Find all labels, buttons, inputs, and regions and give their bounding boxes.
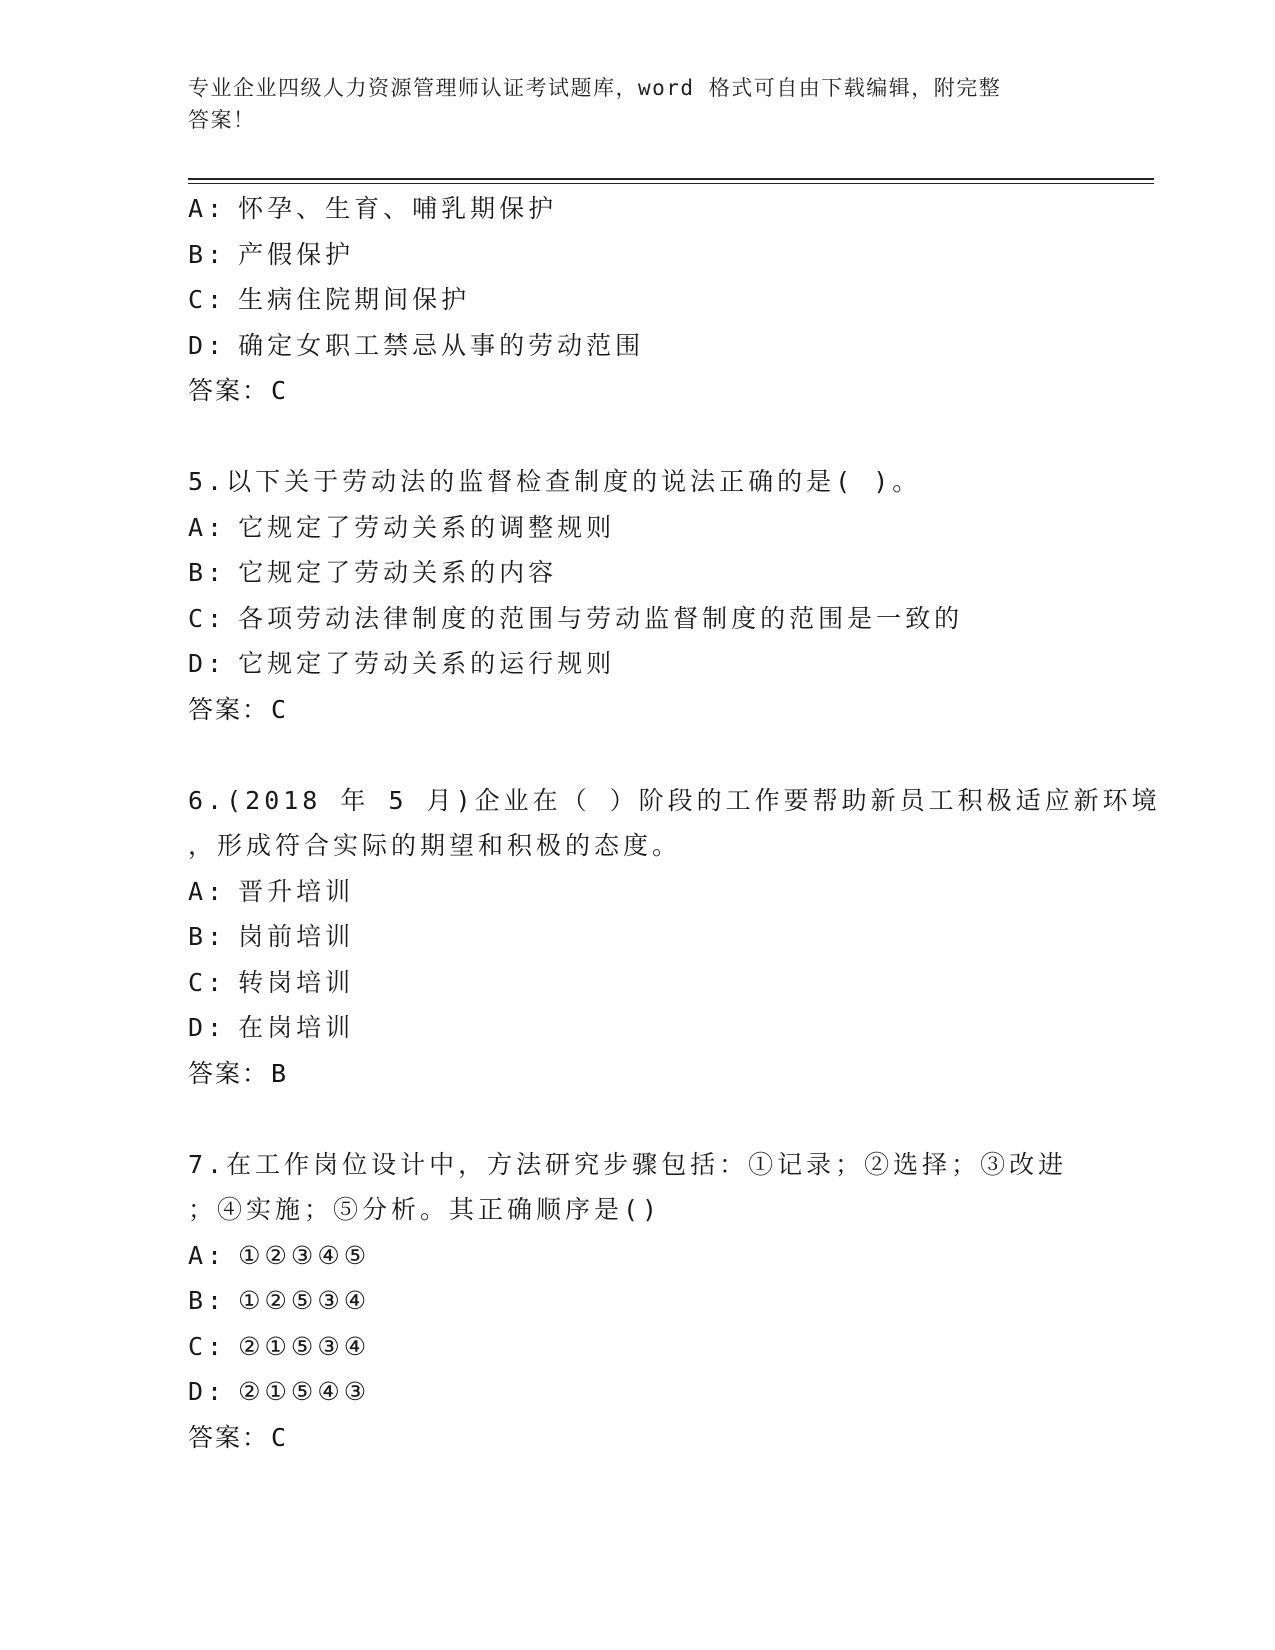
option-b: B: ①②⑤③④ (188, 1286, 371, 1315)
answer-line: 答案：B (188, 1058, 288, 1088)
option-a: A: 它规定了劳动关系的调整规则 (188, 512, 616, 542)
question-stem-line-1: 7.在工作岗位设计中，方法研究步骤包括：①记录；②选择；③改进 (188, 1149, 1068, 1179)
option-d: D: ②①⑤④③ (188, 1377, 371, 1406)
question-stem-line-2: ，形成符合实际的期望和积极的态度。 (188, 831, 682, 860)
header-rule-thin (188, 183, 1154, 184)
option-c: C: 生病住院期间保护 (188, 285, 471, 314)
header-rule-thick (188, 178, 1154, 180)
question-4-options (188, 186, 1088, 414)
answer-line: 答案：C (188, 376, 288, 405)
document-header (188, 72, 1078, 136)
question-list (188, 186, 1161, 1460)
option-b: B: 产假保护 (188, 239, 355, 269)
question-stem-line-2: ；④实施；⑤分析。其正确顺序是() (188, 1195, 662, 1224)
option-c: C: 各项劳动法律制度的范围与劳动监督制度的范围是一致的 (188, 603, 964, 633)
question-5 (188, 459, 1088, 732)
option-a: A: 晋升培训 (188, 876, 355, 906)
question-6 (188, 778, 1161, 1097)
option-d: D: 确定女职工禁忌从事的劳动范围 (188, 330, 645, 360)
answer-line: 答案：C (188, 694, 288, 724)
answer-line: 答案：C (188, 1422, 288, 1452)
spacer (188, 414, 1088, 460)
option-d: D: 它规定了劳动关系的运行规则 (188, 649, 616, 678)
spacer (188, 1096, 1088, 1142)
spacer (188, 732, 1088, 778)
option-c: C: 转岗培训 (188, 967, 355, 997)
option-a: A: ①②③④⑤ (188, 1240, 371, 1270)
option-a: A: 怀孕、生育、哺乳期保护 (188, 194, 558, 223)
option-b: B: 岗前培训 (188, 922, 355, 951)
header-line-2: 答案！ (188, 108, 256, 132)
option-c: C: ②①⑤③④ (188, 1331, 371, 1361)
header-line-1: 专业企业四级人力资源管理师认证考试题库，word 格式可自由下载编辑，附完整 (188, 76, 1002, 100)
option-d: D: 在岗培训 (188, 1013, 355, 1042)
question-stem: 5.以下关于劳动法的监督检查制度的说法正确的是( )。 (188, 467, 922, 496)
question-7 (188, 1142, 1088, 1461)
question-stem-line-1: 6.(2018 年 5 月)企业在（ ）阶段的工作要帮助新员工积极适应新环境 (188, 785, 1161, 815)
option-b: B: 它规定了劳动关系的内容 (188, 558, 558, 587)
